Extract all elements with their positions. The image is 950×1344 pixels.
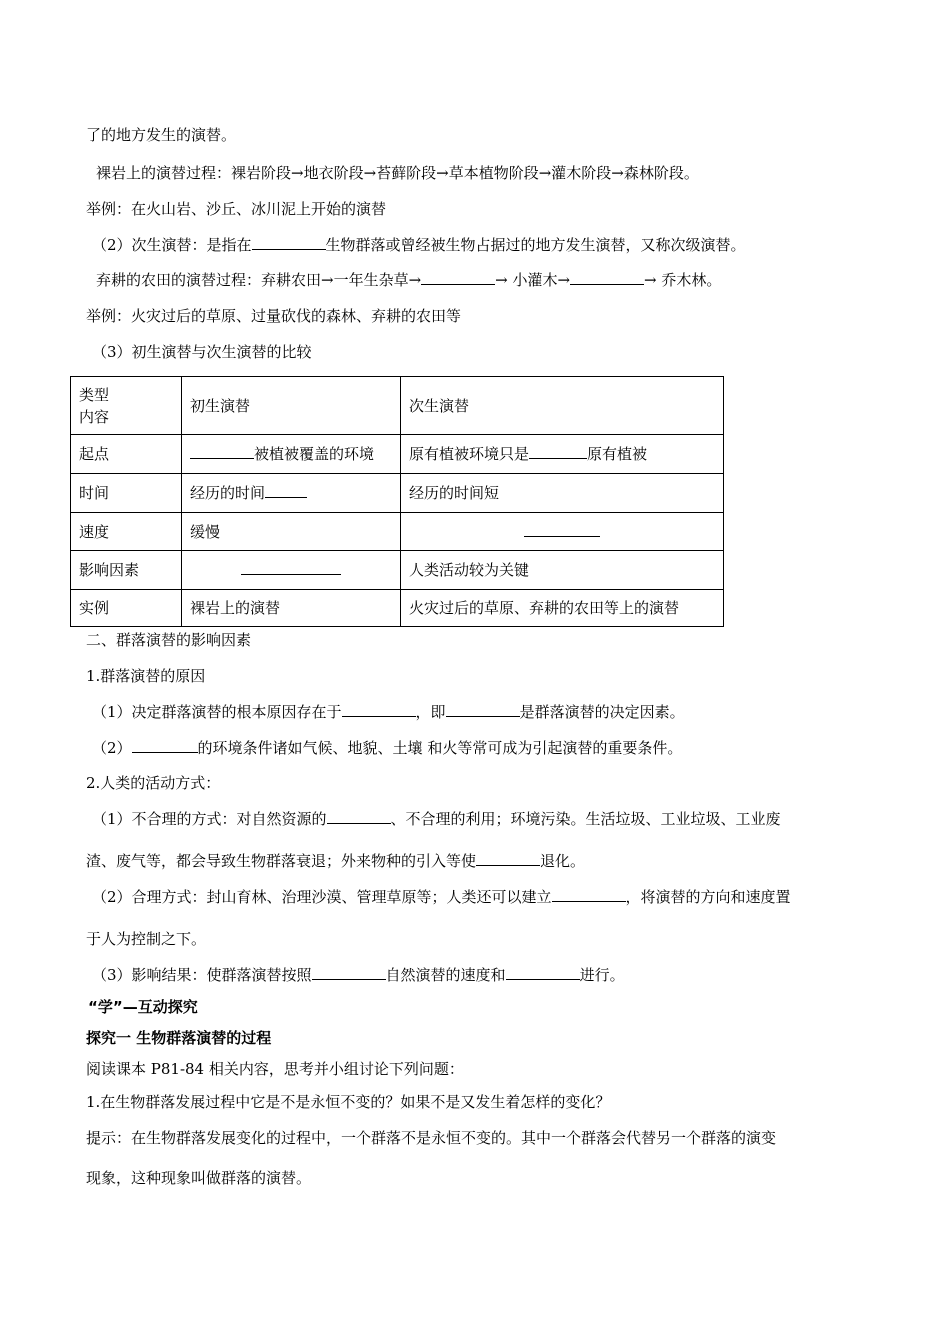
text-segment: ，将演替的方向和速度置 [625, 888, 791, 906]
text-segment: 弃耕的农田的演替过程：弃耕农田→一年生杂草→ [96, 271, 422, 289]
cell-secondary: 人类活动较为关键 [401, 551, 724, 590]
text-segment: （1）决定群落演替的根本原因存在于 [92, 703, 342, 721]
text-line: 裸岩上的演替过程：裸岩阶段→地衣阶段→苔藓阶段→草本植物阶段→灌木阶段→森林阶段。 [96, 164, 699, 182]
text-line: 阅读课本 P81-84 相关内容，思考并小组讨论下列问题： [86, 1060, 464, 1078]
fill-blank [190, 444, 254, 459]
fill-blank [524, 522, 600, 537]
cell-primary [182, 435, 401, 474]
text-line: （3）初生演替与次生演替的比较 [92, 343, 312, 361]
text-line: 了的地方发生的演替。 [86, 126, 237, 144]
sub-heading: 2.人类的活动方式： [86, 774, 221, 792]
text-segment: 原有植被环境只是 [409, 445, 530, 463]
cell-secondary: 火灾过后的草原、弃耕的农田等上的演替 [401, 590, 724, 627]
cell-primary: 缓慢 [182, 513, 401, 551]
fill-blank [252, 235, 326, 250]
text-line [92, 701, 685, 723]
cell-secondary: 经历的时间短 [401, 474, 724, 513]
text-segment: 退化。 [540, 852, 586, 870]
fill-blank [446, 702, 520, 717]
hint-line: 提示：在生物群落发展变化的过程中，一个群落不是永恒不变的。其中一个群落会代替另一个群落的演变 [86, 1129, 777, 1147]
header-type-label: 类型 [79, 385, 110, 404]
fill-blank [421, 270, 495, 285]
sub-heading: 1.群落演替的原因 [86, 667, 206, 685]
fill-blank [132, 738, 198, 753]
fill-blank [265, 483, 307, 498]
text-segment: 进行。 [579, 966, 625, 984]
row-label: 起点 [71, 435, 182, 474]
question-line: 1.在生物群落发展过程中它是不是永恒不变的？如果不是又发生着怎样的变化？ [86, 1093, 611, 1111]
secondary-succession-line [92, 234, 746, 256]
fill-blank [506, 965, 580, 980]
header-content-label: 内容 [79, 407, 110, 426]
row-label: 实例 [71, 590, 182, 627]
text-segment: （1）不合理的方式：对自然资源的 [92, 810, 327, 828]
text-line: 举例：在火山岩、沙丘、冰川泥上开始的演替 [86, 200, 387, 218]
fill-blank [529, 444, 587, 459]
fill-blank [552, 887, 626, 902]
text-line [92, 964, 625, 986]
text-segment: （2）次生演替：是指在 [92, 236, 252, 254]
fill-blank [342, 702, 416, 717]
text-segment: 是群落演替的决定因素。 [519, 703, 685, 721]
text-segment: 、不合理的利用；环境污染。生活垃圾、工业垃圾、工业废 [390, 810, 781, 828]
text-line [92, 886, 791, 908]
table-header-row [71, 377, 724, 435]
text-line [86, 850, 585, 872]
cell-primary: 裸岩上的演替 [182, 590, 401, 627]
table-row [71, 551, 724, 590]
fill-blank [476, 851, 540, 866]
row-label: 速度 [71, 513, 182, 551]
table-row [71, 474, 724, 513]
text-line [92, 737, 682, 759]
section-title: “学”—互动探究 [88, 998, 198, 1016]
farmland-succession-line [96, 269, 721, 291]
fill-blank [327, 809, 391, 824]
text-segment: （2）合理方式：封山育林、治理沙漠、管理草原等；人类还可以建立 [92, 888, 552, 906]
text-line: 举例：火灾过后的草原、过量砍伐的森林、弃耕的农田等 [86, 307, 462, 325]
text-segment: 被植被覆盖的环境 [254, 445, 375, 463]
table-corner-cell [71, 377, 182, 435]
text-line: 于人为控制之下。 [86, 930, 207, 948]
text-segment: → 乔木林。 [644, 271, 722, 289]
text-segment: 生物群落或曾经被生物占据过的地方发生演替，又称次级演替。 [325, 236, 746, 254]
table-row [71, 590, 724, 627]
header-primary: 初生演替 [182, 377, 401, 435]
hint-line: 现象，这种现象叫做群落的演替。 [86, 1169, 312, 1187]
text-segment: （2） [92, 739, 132, 757]
row-label: 时间 [71, 474, 182, 513]
table-row [71, 435, 724, 474]
text-segment: （3）影响结果：使群落演替按照 [92, 966, 312, 984]
fill-blank [570, 270, 644, 285]
fill-blank [241, 560, 341, 575]
text-segment: 原有植被 [587, 445, 648, 463]
text-segment: → 小灌木→ [495, 271, 571, 289]
explore-heading: 探究一 生物群落演替的过程 [86, 1029, 272, 1047]
text-segment: 自然演替的速度和 [385, 966, 506, 984]
text-line [92, 808, 781, 830]
header-secondary: 次生演替 [401, 377, 724, 435]
text-segment: 渣、废气等，都会导致生物群落衰退；外来物种的引入等使 [86, 852, 477, 870]
fill-blank [312, 965, 386, 980]
cell-secondary [401, 435, 724, 474]
table-row [71, 513, 724, 551]
comparison-table [70, 376, 724, 627]
row-label: 影响因素 [71, 551, 182, 590]
cell-secondary [401, 513, 724, 551]
cell-primary [182, 551, 401, 590]
text-segment: ，即 [415, 703, 446, 721]
section-heading: 二、群落演替的影响因素 [86, 631, 252, 649]
cell-primary [182, 474, 401, 513]
text-segment: 的环境条件诸如气候、地貌、土壤 和火等常可成为引起演替的重要条件。 [197, 739, 683, 757]
text-segment: 经历的时间 [190, 484, 266, 502]
